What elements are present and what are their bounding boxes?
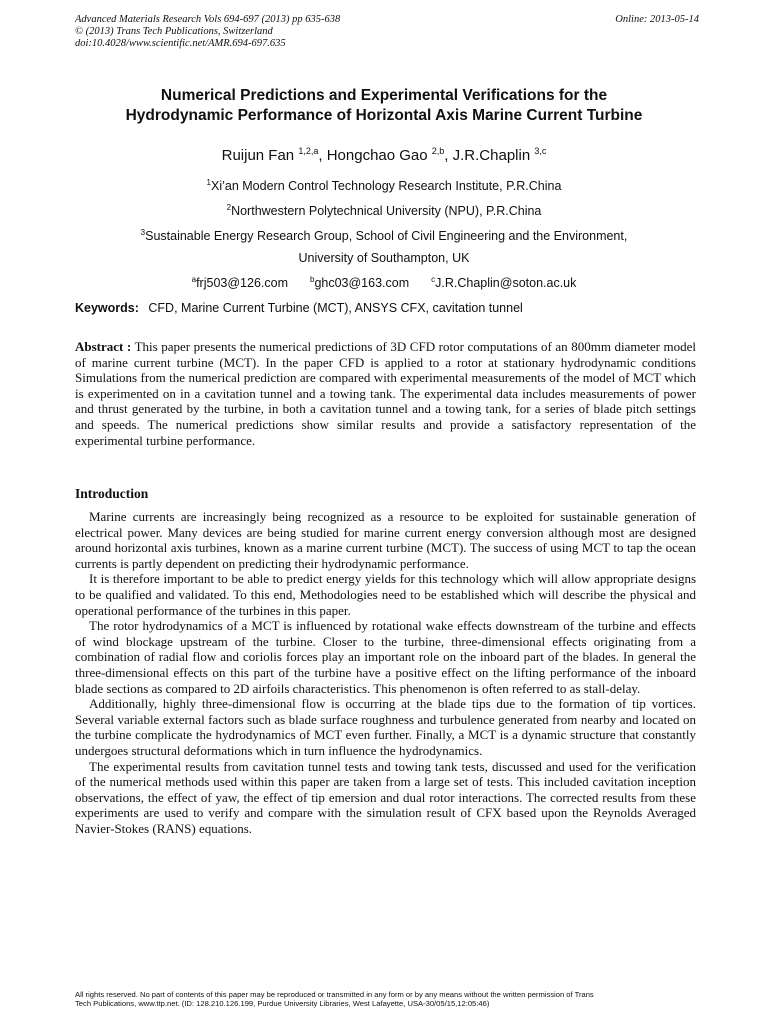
author-sep: ,: [444, 147, 453, 164]
abstract-text: This paper presents the numerical predictions of 3D CFD rotor computations of an 800mm diameter model of marine current turbine (MCT). In the paper CFD is applied to a rotor at stationary hydrodynamic conditions Simulations from the numerical prediction are compared with experimental measurements of the model of MCT which is experimented on in a cavitation tunnel and a towing tank. The experimental data includes measurements of power and thrust generated by the turbine, in both a cavitation tunnel and a towing tank, for a series of blade pitch settings and speeds. The numerical predictions show similar results and provide a satisfactory representation of the experimental turbine performance.: [75, 339, 696, 448]
affiliation-text: Xi’an Modern Control Technology Research Institute, P.R.China: [211, 179, 562, 193]
page-footer: [75, 990, 705, 1008]
affiliations: [60, 172, 708, 294]
author-sup: 2,b: [431, 146, 445, 156]
affiliation-text: Northwestern Polytechnical University (NPU), P.R.China: [231, 204, 542, 218]
affiliation-3-cont: [60, 247, 708, 269]
author-sep: ,: [318, 147, 327, 164]
email-a[interactable]: [192, 269, 288, 294]
affiliation-text: Sustainable Energy Research Group, School of Civil Engineering and the Environment,: [145, 229, 628, 243]
paragraph: Additionally, highly three-dimensional flow is occurring at the blade tips due to the formation of tip vortices. Several variable external factors such as blade surface roughness and turbulence generated from nearby and located on the turbine complicate the hydrodynamics of MCT even further. Finally, a MCT is a dynamic structure that constantly undergoes structural deformations which in turn influence the hydrodynamics.: [75, 696, 696, 758]
affiliation-3: [60, 222, 708, 247]
email-b[interactable]: [310, 269, 409, 294]
introduction-body: [75, 509, 696, 836]
online-date: Online: 2013-05-14: [615, 14, 699, 25]
paragraph: Marine currents are increasingly being recognized as a resource to be exploited for sustainable generation of electrical power. Many devices are being studied for marine current energy conversion although most are designed around horizontal axis turbines, known as a marine current turbine (MCT). The success of using MCT to tap the ocean currents is partly dependent on predicting their hydrodynamic performance.: [75, 509, 696, 571]
email-sup: a: [191, 275, 197, 284]
email-sup: c: [431, 275, 436, 284]
section-heading-introduction: Introduction: [75, 486, 149, 501]
author-name: Ruijun Fan: [221, 147, 295, 164]
keywords-text: CFD, Marine Current Turbine (MCT), ANSYS CFX, cavitation tunnel: [148, 301, 523, 315]
keywords-label: Keywords:: [75, 301, 139, 315]
doi-line: doi:10.4028/www.scientific.net/AMR.694-697.635: [75, 38, 286, 49]
copyright-line: © (2013) Trans Tech Publications, Switzerland: [75, 26, 273, 37]
paragraph: The rotor hydrodynamics of a MCT is influenced by rotational wake effects downstream of the turbine and effects of wind blockage upstream of the turbine. Closer to the turbine, three-dimensional effects originating from a combination of radial flow and coriolis forces play an important role on the inboard part of the blades. In general the three-dimensional effects on this part of the turbine have a positive effect on the lifting performance of the inboard blade sections as compared to 2D airfoils characteristics. This phenomenon is often referred to as stall-delay.: [75, 618, 696, 696]
email-text: frj503@126.com: [196, 276, 288, 290]
email-text: ghc03@163.com: [314, 276, 410, 290]
email-text: J.R.Chaplin@soton.ac.uk: [435, 276, 577, 290]
title-line-2: Hydrodynamic Performance of Horizontal Axis Marine Current Turbine: [125, 107, 643, 124]
abstract: [75, 339, 696, 448]
page-header: [75, 14, 699, 50]
affiliation-sup: 1: [206, 178, 211, 187]
footer-line-1: All rights reserved. No part of contents of this paper may be reproduced or transmitted in any form or by any means without the written permission of Trans: [75, 990, 594, 999]
paragraph: It is therefore important to be able to predict energy yields for this technology which will allow appropriate designs to be qualified and validated. To this end, Methodologies need to be established which will describe the physical and operational performance of the turbines in this paper.: [75, 571, 696, 618]
affiliation-text: University of Southampton, UK: [298, 251, 470, 265]
author-list: [60, 146, 708, 164]
paragraph: The experimental results from cavitation tunnel tests and towing tank tests, discussed and used for the verification of the numerical methods used within this paper are taken from a large set of tests. This included cavitation inception observations, the effect of yaw, the effect of tip emersion and dual rotor interactions. The corrected results from these experiments are used to verify and compare with the simulation result of CFX based upon the Reynolds Averaged Navier-Stokes (RANS) equations.: [75, 758, 696, 836]
affiliation-sup: 2: [226, 203, 232, 212]
abstract-label: Abstract :: [75, 339, 132, 354]
author-name: Hongchao Gao: [326, 147, 428, 164]
author-name: J.R.Chaplin: [452, 147, 531, 164]
footer-line-2: Tech Publications, www.ttp.net. (ID: 128.210.126.199, Purdue University Libraries, West Lafayette, USA-30/05/15,12:05:46): [75, 999, 490, 1008]
email-sup: b: [309, 275, 315, 284]
author-sup: 1,2,a: [298, 146, 319, 156]
email-list: [60, 269, 708, 294]
paper-title: [60, 86, 708, 126]
journal-citation: Advanced Materials Research Vols 694-697 (2013) pp 635-638: [75, 14, 341, 25]
email-c[interactable]: [431, 269, 576, 294]
affiliation-sup: 3: [140, 228, 146, 237]
author-sup: 3,c: [534, 146, 547, 156]
title-line-1: Numerical Predictions and Experimental Verifications for the: [160, 87, 608, 104]
affiliation-1: [60, 172, 708, 197]
affiliation-2: [60, 197, 708, 222]
keywords: [75, 301, 695, 315]
